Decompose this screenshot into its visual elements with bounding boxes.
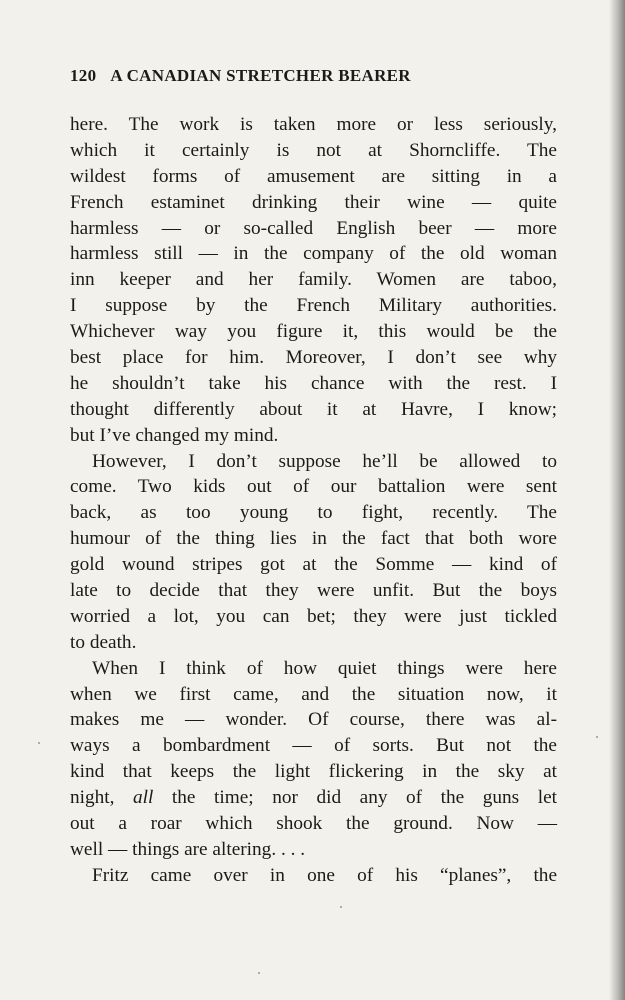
text-line: ways a bombardment — of sorts. But not the [70, 735, 557, 757]
running-title: A CANADIAN STRETCHER BEARER [110, 66, 411, 85]
paper-speck [258, 972, 260, 974]
text-line: which it certainly is not at Shorncliffe. The [70, 139, 557, 161]
text-line: well — things are altering. . . . [70, 838, 306, 860]
text-line: night, all the time; nor did any of the guns let [70, 787, 558, 809]
text-line: Whichever way you figure it, this would be the [70, 321, 557, 343]
text-line: Fritz came over in one of his “planes”, the [92, 864, 557, 886]
text-line: he shouldn’t take his chance with the rest. I [70, 372, 557, 394]
text-line: out a roar which shook the ground. Now — [70, 813, 557, 835]
paper-speck [340, 906, 342, 908]
text-line: inn keeper and her family. Women are taboo, [70, 269, 557, 291]
text-line: but I’ve changed my mind. [70, 424, 279, 446]
text-line: makes me — wonder. Of course, there was al- [70, 709, 557, 731]
text-line: come. Two kids out of our battalion were sent [70, 476, 557, 498]
text-line: when we first came, and the situation now, it [70, 683, 557, 705]
text-line: here. The work is taken more or less seriously, [70, 114, 557, 135]
text-line: I suppose by the French Military authorities. [70, 295, 557, 317]
text-line: back, as too young to fight, recently. The [70, 502, 557, 524]
text-line: harmless — or so-called English beer — more [70, 217, 557, 239]
text-line: worried a lot, you can bet; they were just tickled [70, 605, 557, 627]
running-header [70, 66, 570, 86]
text-line: wildest forms of amusement are sitting in a [70, 165, 557, 187]
paper-speck [38, 742, 40, 744]
text-line: kind that keeps the light flickering in the sky at [70, 761, 557, 783]
page-edge-shadow [609, 0, 625, 1000]
text-line: late to decide that they were unfit. But the boys [70, 580, 557, 602]
text-line: thought differently about it at Havre, I know; [70, 398, 557, 420]
paper-speck [596, 736, 598, 738]
text-line: harmless still — in the company of the old woman [70, 243, 557, 265]
text-line: humour of the thing lies in the fact that both wore [70, 528, 557, 550]
page-number: 120 [70, 66, 97, 85]
emphasis: all [133, 787, 154, 809]
text-line: gold wound stripes got at the Somme — kind of [70, 554, 557, 576]
text-line: When I think of how quiet things were here [92, 657, 557, 679]
body-text [70, 112, 557, 889]
text-line: best place for him. Moreover, I don’t see why [70, 347, 557, 369]
text-line: French estaminet drinking their wine — quite [70, 191, 557, 213]
text-line: However, I don’t suppose he’ll be allowed to [92, 450, 557, 472]
text-line: to death. [70, 631, 137, 653]
